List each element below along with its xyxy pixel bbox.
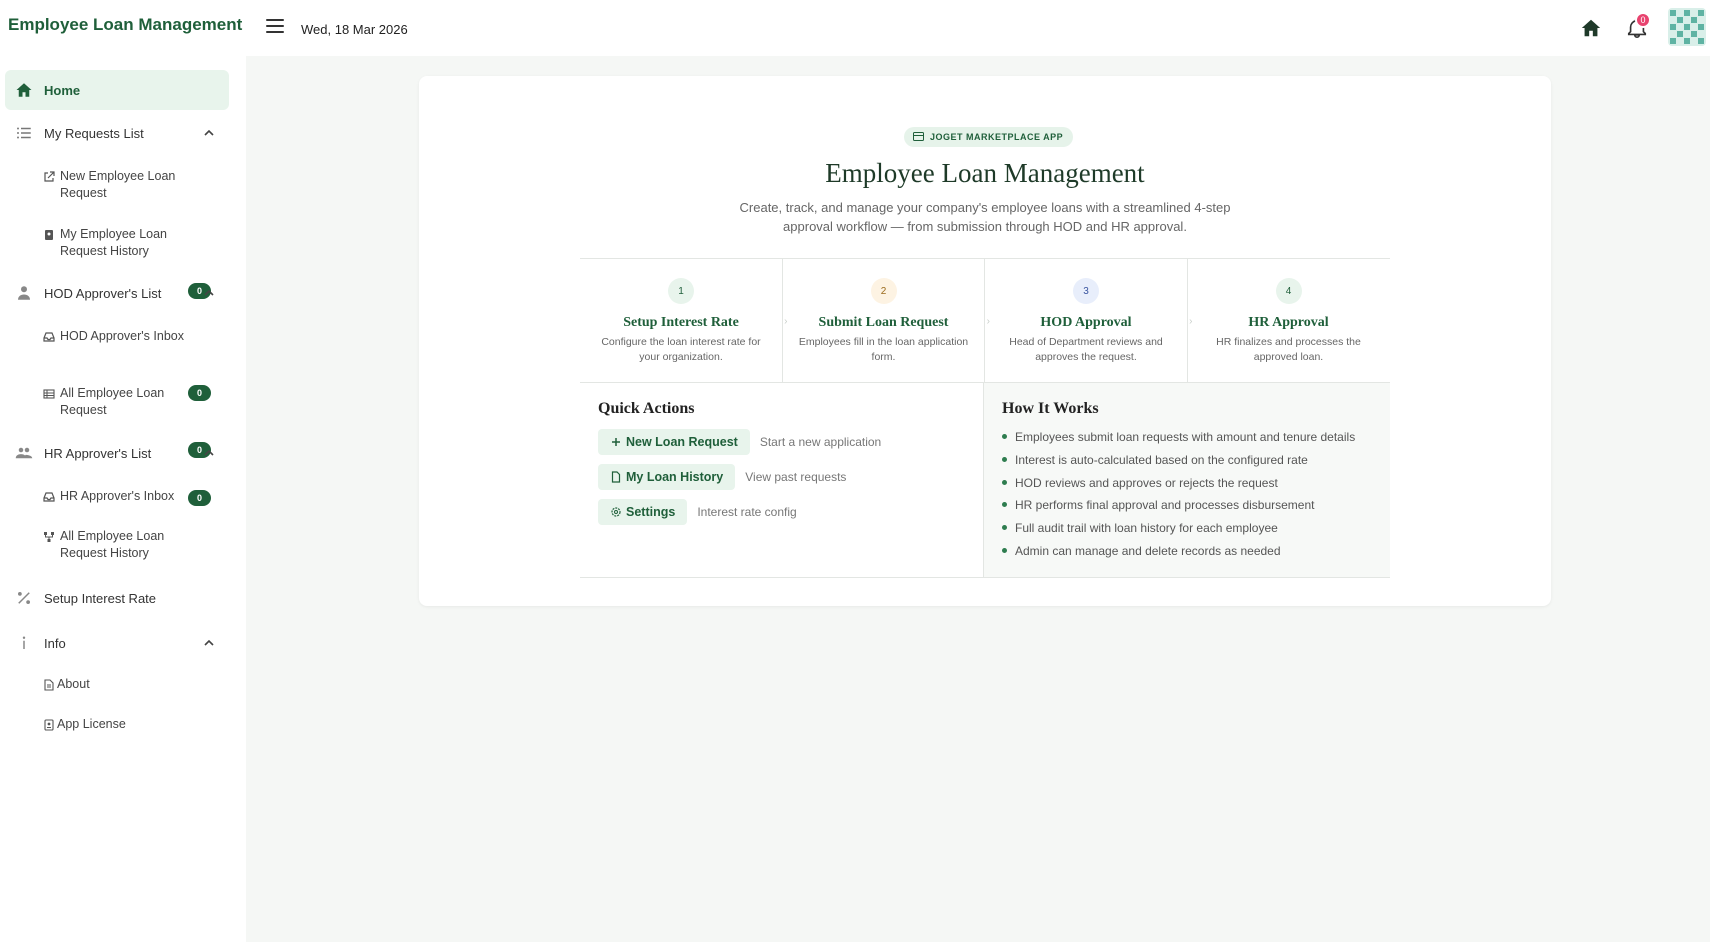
arrow-right-icon: ›: [1189, 316, 1193, 327]
sidebar-item-label: My Employee Loan Request History: [60, 227, 168, 258]
list-icon: [15, 124, 33, 142]
home-icon[interactable]: [1580, 17, 1602, 39]
credit-card-icon: [913, 132, 924, 141]
document-icon: [43, 679, 55, 691]
sidebar-item-all-loan-request[interactable]: [42, 385, 232, 421]
contact-book-icon: [43, 229, 55, 241]
sidebar-item-setup-interest-rate[interactable]: [0, 583, 246, 613]
quick-action-row: [598, 464, 846, 490]
sidebar-item-all-loan-history[interactable]: [42, 528, 232, 564]
sidebar-item-label: HOD Approver's Inbox: [60, 329, 184, 343]
sidebar-item-home[interactable]: [5, 70, 229, 110]
badge-label: JOGET MARKETPLACE APP: [930, 132, 1064, 142]
table-icon: [43, 388, 55, 400]
list-item: HR performs final approval and processes disbursement: [1002, 497, 1355, 520]
sidebar-group-label: HOD Approver's List: [44, 285, 162, 301]
sidebar-item-label: App License: [57, 717, 126, 731]
list-item: Full audit trail with loan history for each employee: [1002, 520, 1355, 543]
chevron-up-icon[interactable]: [203, 287, 215, 299]
users-icon: [15, 444, 33, 462]
workflow-step: [1188, 259, 1391, 383]
sidebar-item-label: New Employee Loan Request: [60, 169, 176, 200]
marketplace-badge: [904, 127, 1073, 147]
workflow-step: [783, 259, 990, 383]
sidebar-group-label: Info: [44, 635, 66, 651]
workflow-step: [985, 259, 1193, 383]
menu-toggle-icon[interactable]: [266, 19, 284, 33]
sidebar-group-label: My Requests List: [44, 125, 144, 141]
sidebar-item-hod-inbox[interactable]: [42, 328, 232, 364]
button-label: Settings: [626, 505, 676, 519]
external-link-icon: [43, 171, 55, 183]
button-label: New Loan Request: [626, 435, 738, 449]
list-item: Admin can manage and delete records as needed: [1002, 543, 1355, 566]
count-badge: 0: [188, 490, 211, 506]
step-description: HR finalizes and processes the approved loan.: [1216, 336, 1361, 363]
sidebar-group-hod[interactable]: [0, 278, 246, 308]
count-badge: 0: [188, 385, 211, 401]
inbox-icon: [43, 491, 55, 503]
percent-icon: [15, 589, 33, 607]
top-bar: [0, 0, 1710, 56]
sidebar-item-app-license[interactable]: [42, 716, 232, 736]
sidebar-item-new-loan-request[interactable]: [42, 168, 232, 204]
count-badge: 0: [188, 283, 211, 299]
current-date: Wed, 18 Mar 2026: [301, 22, 408, 37]
workflow-step: [580, 259, 788, 383]
notification-count-badge: 0: [1635, 12, 1651, 28]
chevron-up-icon[interactable]: [203, 127, 215, 139]
sidebar-item-my-loan-history[interactable]: [42, 226, 232, 262]
chevron-up-icon[interactable]: [203, 447, 215, 459]
sitemap-icon: [43, 531, 55, 543]
quick-actions-title: Quick Actions: [598, 400, 695, 417]
arrow-right-icon: ›: [986, 316, 990, 327]
quick-action-row: [598, 499, 797, 525]
list-item: HOD reviews and approves or rejects the request: [1002, 475, 1355, 498]
step-number: 3: [1073, 278, 1099, 304]
step-title: Setup Interest Rate: [623, 315, 739, 330]
sidebar-group-hr[interactable]: [0, 438, 246, 468]
license-icon: [43, 719, 55, 731]
how-it-works-panel: [984, 383, 1390, 577]
step-title: Submit Loan Request: [818, 315, 949, 330]
step-title: HOD Approval: [1040, 315, 1132, 330]
file-icon: [610, 471, 622, 483]
arrow-right-icon: ›: [784, 316, 788, 327]
how-it-works-list: [1002, 429, 1355, 566]
step-description: Head of Department reviews and approves the request.: [1009, 336, 1163, 363]
my-loan-history-button[interactable]: [598, 464, 735, 490]
home-icon: [15, 81, 33, 99]
gear-icon: [610, 506, 622, 518]
step-description: Configure the loan interest rate for your organization.: [601, 336, 761, 363]
sidebar-item-label: About: [57, 677, 90, 691]
sidebar-group-my-requests[interactable]: [0, 118, 246, 148]
quick-action-hint: Start a new application: [759, 435, 882, 449]
step-number: 1: [668, 278, 694, 304]
info-panels: [580, 383, 1390, 578]
inbox-icon: [43, 331, 55, 343]
quick-action-hint: View past requests: [745, 470, 847, 484]
quick-action-hint: Interest rate config: [697, 505, 797, 519]
sidebar-item-label: Setup Interest Rate: [44, 590, 157, 606]
button-label: My Loan History: [626, 470, 724, 484]
sidebar-item-label: Home: [44, 82, 81, 98]
new-loan-request-button[interactable]: [598, 429, 750, 455]
list-item: Interest is auto-calculated based on the configured rate: [1002, 452, 1355, 475]
step-number: 2: [871, 278, 897, 304]
how-it-works-title: How It Works: [1002, 400, 1099, 417]
step-description: Employees fill in the loan application form.: [798, 336, 969, 363]
step-title: HR Approval: [1248, 315, 1329, 330]
app-title[interactable]: Employee Loan Management: [8, 15, 243, 34]
quick-action-row: [598, 429, 881, 455]
page-subtitle: Create, track, and manage your company's employee loans with a streamlined 4-step approval workflow — from submission through HOD and HR approval.: [739, 200, 1231, 234]
count-badge: 0: [188, 442, 211, 458]
info-icon: [15, 634, 33, 652]
plus-icon: [610, 436, 622, 448]
page-title: Employee Loan Management: [825, 158, 1145, 188]
sidebar-item-label: HR Approver's Inbox: [60, 489, 175, 503]
chevron-up-icon[interactable]: [203, 637, 215, 649]
sidebar: [0, 56, 246, 942]
workflow-steps: [580, 258, 1390, 383]
sidebar-item-label: All Employee Loan Request: [60, 386, 165, 417]
sidebar-item-about[interactable]: [42, 676, 232, 696]
sidebar-group-info[interactable]: [0, 628, 246, 658]
user-avatar[interactable]: [1668, 8, 1706, 46]
settings-button[interactable]: [598, 499, 687, 525]
user-icon: [15, 284, 33, 302]
quick-actions-panel: [580, 383, 984, 577]
sidebar-item-label: All Employee Loan Request History: [60, 529, 165, 560]
step-number: 4: [1276, 278, 1302, 304]
list-item: Employees submit loan requests with amount and tenure details: [1002, 429, 1355, 452]
sidebar-group-label: HR Approver's List: [44, 445, 152, 461]
